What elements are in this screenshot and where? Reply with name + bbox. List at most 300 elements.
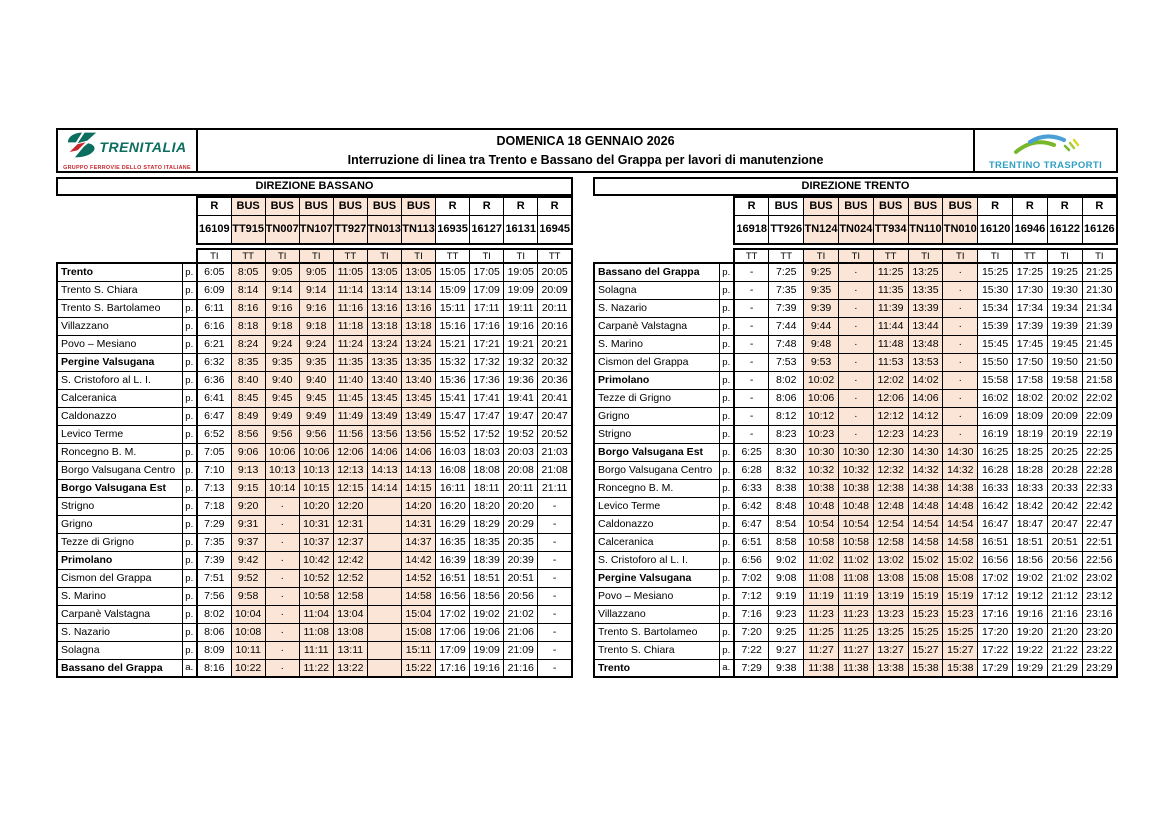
time-cell: 8:30 (769, 443, 804, 461)
time-cell: 9:24 (299, 335, 333, 353)
station-cell: Trento (57, 263, 182, 281)
time-cell: 13:14 (367, 281, 401, 299)
stop-type-cell: p. (719, 533, 734, 551)
time-cell: · (943, 335, 978, 353)
stop-type-cell: p. (182, 605, 197, 623)
service-type-cell: R (1082, 197, 1117, 215)
time-cell: 13:39 (908, 299, 943, 317)
time-cell: 15:25 (908, 623, 943, 641)
time-cell: 20:36 (538, 371, 572, 389)
station-cell: Villazzano (57, 317, 182, 335)
table-row (594, 299, 1117, 317)
time-cell: 16:47 (978, 515, 1013, 533)
time-cell: - (734, 281, 769, 299)
table-row (57, 497, 572, 515)
time-cell: 19:29 (1013, 659, 1048, 677)
time-cell: 6:47 (197, 407, 231, 425)
station-cell: Cismon del Grappa (594, 353, 719, 371)
time-cell: 15:05 (436, 263, 470, 281)
stop-type-cell: a. (719, 659, 734, 677)
time-cell: 19:39 (1047, 317, 1082, 335)
time-cell: · (265, 659, 299, 677)
time-cell: 17:09 (436, 641, 470, 659)
time-cell: 20:56 (504, 587, 538, 605)
service-type-cell: BUS (804, 197, 839, 215)
time-cell: 17:58 (1013, 371, 1048, 389)
station-cell: Bassano del Grappa (594, 263, 719, 281)
time-cell: 11:35 (873, 281, 908, 299)
time-cell: · (265, 551, 299, 569)
time-cell: 20:51 (504, 569, 538, 587)
operator-cell: TI (804, 249, 839, 262)
time-cell: 7:12 (734, 587, 769, 605)
time-cell: · (838, 335, 873, 353)
time-cell: 22:51 (1082, 533, 1117, 551)
time-cell: 12:23 (873, 425, 908, 443)
time-cell: 13:35 (908, 281, 943, 299)
train-number-cell: TN007 (265, 215, 299, 244)
time-cell: 12:54 (873, 515, 908, 533)
time-cell: 21:45 (1082, 335, 1117, 353)
service-type-cell: BUS (769, 197, 804, 215)
time-cell: 15:23 (908, 605, 943, 623)
time-cell: 6:56 (734, 551, 769, 569)
time-cell: 21:34 (1082, 299, 1117, 317)
time-cell: 9:49 (299, 407, 333, 425)
time-cell: 17:02 (436, 605, 470, 623)
service-type-cell: BUS (908, 197, 943, 215)
station-cell: S. Marino (57, 587, 182, 605)
stop-type-cell: p. (719, 353, 734, 371)
time-cell: 11:25 (804, 623, 839, 641)
time-cell: 6:52 (197, 425, 231, 443)
time-cell: 13:16 (401, 299, 435, 317)
operator-cell: TT (333, 249, 367, 262)
time-cell: 14:31 (401, 515, 435, 533)
time-cell: 17:39 (1013, 317, 1048, 335)
time-cell: 11:49 (333, 407, 367, 425)
stop-type-cell: p. (719, 551, 734, 569)
service-type-cell: BUS (367, 197, 401, 215)
time-cell: 14:58 (943, 533, 978, 551)
time-cell: 16:42 (978, 497, 1013, 515)
time-cell: 15:34 (978, 299, 1013, 317)
time-cell: · (943, 371, 978, 389)
time-cell: 17:16 (470, 317, 504, 335)
table-row (594, 335, 1117, 353)
time-cell: 19:50 (1047, 353, 1082, 371)
time-cell: 8:02 (769, 371, 804, 389)
time-cell: 13:35 (367, 353, 401, 371)
time-cell: 14:48 (908, 497, 943, 515)
operator-cell: TT (538, 249, 572, 262)
time-cell: 15:08 (908, 569, 943, 587)
time-cell: 8:06 (769, 389, 804, 407)
time-cell: · (265, 605, 299, 623)
stop-type-cell: p. (719, 497, 734, 515)
station-cell: Trento S. Bartolameo (594, 623, 719, 641)
time-cell: 13:49 (367, 407, 401, 425)
train-number-cell: 16120 (978, 215, 1013, 244)
time-cell (367, 497, 401, 515)
train-number-cell: 16131 (504, 215, 538, 244)
time-cell: 7:44 (769, 317, 804, 335)
time-cell: · (838, 425, 873, 443)
time-cell: 20:02 (1047, 389, 1082, 407)
trenitalia-wordmark: TRENITALIA (99, 139, 187, 155)
time-cell: · (943, 281, 978, 299)
time-cell: 12:30 (873, 443, 908, 461)
station-cell: Primolano (594, 371, 719, 389)
time-cell: 6:32 (197, 353, 231, 371)
stop-type-cell: p. (182, 299, 197, 317)
time-cell: 22:09 (1082, 407, 1117, 425)
time-cell: 18:19 (1013, 425, 1048, 443)
table-row (57, 515, 572, 533)
time-cell: - (734, 299, 769, 317)
time-cell: 12:42 (333, 551, 367, 569)
time-cell: 11:08 (299, 623, 333, 641)
operator-row (197, 249, 572, 262)
time-cell: 11:22 (299, 659, 333, 677)
time-cell: 9:06 (231, 443, 265, 461)
time-cell: 13:25 (873, 623, 908, 641)
train-number-cell: TN124 (804, 215, 839, 244)
operator-cell: TI (1082, 249, 1117, 262)
station-cell: Calceranica (57, 389, 182, 407)
time-cell: 16:25 (978, 443, 1013, 461)
stop-type-cell: p. (719, 515, 734, 533)
time-cell: 11:39 (873, 299, 908, 317)
time-cell: 21:03 (538, 443, 572, 461)
time-cell: 23:16 (1082, 605, 1117, 623)
time-cell: 12:02 (873, 371, 908, 389)
time-cell: 9:27 (769, 641, 804, 659)
time-cell: 15:11 (436, 299, 470, 317)
table-row (594, 605, 1117, 623)
time-cell: 17:29 (978, 659, 1013, 677)
time-cell: 9:49 (265, 407, 299, 425)
time-cell: 18:56 (1013, 551, 1048, 569)
stop-type-cell: p. (182, 641, 197, 659)
stop-type-cell: p. (719, 425, 734, 443)
time-cell: · (943, 317, 978, 335)
stop-type-cell: p. (182, 425, 197, 443)
time-cell: · (838, 407, 873, 425)
table-row (57, 389, 572, 407)
time-cell: 20:51 (1047, 533, 1082, 551)
time-cell: 9:45 (299, 389, 333, 407)
time-cell: 17:20 (978, 623, 1013, 641)
timetable-direzione-bassano (56, 177, 573, 678)
time-cell: 6:47 (734, 515, 769, 533)
time-cell: 6:33 (734, 479, 769, 497)
time-cell: 19:11 (504, 299, 538, 317)
station-cell: Villazzano (594, 605, 719, 623)
station-cell: Roncegno B. M. (594, 479, 719, 497)
time-cell: - (734, 407, 769, 425)
operator-cell: TT (769, 249, 804, 262)
time-cell: - (734, 317, 769, 335)
time-cell: 16:56 (978, 551, 1013, 569)
stop-type-cell: p. (182, 497, 197, 515)
time-cell: 19:30 (1047, 281, 1082, 299)
time-cell: 19:20 (1013, 623, 1048, 641)
operator-cell: TT (1013, 249, 1048, 262)
time-cell: 16:03 (436, 443, 470, 461)
time-cell: · (265, 641, 299, 659)
table-row (57, 533, 572, 551)
time-cell: 14:14 (367, 479, 401, 497)
time-cell: 17:16 (978, 605, 1013, 623)
time-cell: 20:39 (504, 551, 538, 569)
time-cell: - (734, 353, 769, 371)
time-cell: 15:32 (436, 353, 470, 371)
time-cell: 17:52 (470, 425, 504, 443)
time-cell: 19:45 (1047, 335, 1082, 353)
station-cell: Cismon del Grappa (57, 569, 182, 587)
time-cell: 20:52 (538, 425, 572, 443)
time-cell: 19:02 (470, 605, 504, 623)
time-cell: 18:33 (1013, 479, 1048, 497)
time-cell: 10:37 (299, 533, 333, 551)
time-cell: 14:52 (401, 569, 435, 587)
time-cell: 17:41 (470, 389, 504, 407)
time-cell: 14:02 (908, 371, 943, 389)
station-cell: S. Cristoforo al L. I. (57, 371, 182, 389)
time-cell: 22:28 (1082, 461, 1117, 479)
time-cell: 13:05 (401, 263, 435, 281)
time-cell: 20:33 (1047, 479, 1082, 497)
time-cell: 10:02 (804, 371, 839, 389)
time-cell: 20:11 (538, 299, 572, 317)
time-cell: 21:08 (538, 461, 572, 479)
time-cell: 16:56 (436, 587, 470, 605)
stop-type-cell: p. (182, 317, 197, 335)
time-cell: 20:29 (504, 515, 538, 533)
trenitalia-logo (58, 130, 198, 171)
operator-cell: TT (436, 249, 470, 262)
time-cell: - (538, 623, 572, 641)
table-row (594, 587, 1117, 605)
time-cell: 14:58 (401, 587, 435, 605)
time-cell: 17:45 (1013, 335, 1048, 353)
time-cell: 20:25 (1047, 443, 1082, 461)
time-cell: 20:08 (504, 461, 538, 479)
time-cell: 10:30 (804, 443, 839, 461)
table-row (594, 659, 1117, 677)
table-row (594, 371, 1117, 389)
time-cell: 21:30 (1082, 281, 1117, 299)
content (56, 128, 1118, 678)
time-cell: 22:42 (1082, 497, 1117, 515)
time-cell: 11:19 (804, 587, 839, 605)
time-cell: 7:51 (197, 569, 231, 587)
train-number-cell: 16945 (538, 215, 572, 244)
time-cell: 12:37 (333, 533, 367, 551)
time-cell: · (838, 353, 873, 371)
trenitalia-fs-icon (67, 131, 97, 164)
time-cell: 20:09 (1047, 407, 1082, 425)
station-cell: Pergine Valsugana (57, 353, 182, 371)
time-cell: 17:09 (470, 281, 504, 299)
table-row (594, 461, 1117, 479)
time-cell: 21:11 (538, 479, 572, 497)
time-cell: 12:06 (333, 443, 367, 461)
time-cell: 6:21 (197, 335, 231, 353)
operator-cell: TI (299, 249, 333, 262)
train-number-cell: 16946 (1013, 215, 1048, 244)
time-cell: 15:23 (943, 605, 978, 623)
time-cell: 6:51 (734, 533, 769, 551)
time-cell (367, 533, 401, 551)
time-cell: 8:18 (231, 317, 265, 335)
time-cell: 15:19 (908, 587, 943, 605)
time-cell: 12:52 (333, 569, 367, 587)
time-cell (367, 659, 401, 677)
stop-type-cell: p. (719, 479, 734, 497)
service-type-cell: BUS (838, 197, 873, 215)
time-cell: 10:14 (265, 479, 299, 497)
time-cell: 18:35 (470, 533, 504, 551)
time-cell: 15:27 (943, 641, 978, 659)
time-cell: 21:12 (1047, 587, 1082, 605)
time-cell: 17:02 (978, 569, 1013, 587)
service-type-cell: R (734, 197, 769, 215)
time-cell: - (734, 389, 769, 407)
time-cell: 18:51 (470, 569, 504, 587)
time-cell: 9:31 (231, 515, 265, 533)
time-cell: 21:58 (1082, 371, 1117, 389)
time-cell: 7:22 (734, 641, 769, 659)
time-cell: 8:02 (197, 605, 231, 623)
time-cell: 13:16 (367, 299, 401, 317)
time-cell: - (734, 263, 769, 281)
time-cell: 20:47 (1047, 515, 1082, 533)
time-cell: 17:30 (1013, 281, 1048, 299)
operator-table (733, 248, 1118, 262)
table-row (57, 479, 572, 497)
train-number-cell: TN024 (838, 215, 873, 244)
time-cell: 14:42 (401, 551, 435, 569)
time-cell: 16:02 (978, 389, 1013, 407)
time-cell: 7:20 (734, 623, 769, 641)
time-cell: 21:02 (504, 605, 538, 623)
time-cell: 6:25 (734, 443, 769, 461)
service-type-cell: BUS (299, 197, 333, 215)
time-cell: 12:31 (333, 515, 367, 533)
stop-type-cell: p. (182, 335, 197, 353)
table-row (594, 515, 1117, 533)
table-row (594, 389, 1117, 407)
operator-cell: TI (1047, 249, 1082, 262)
stop-type-cell: p. (719, 317, 734, 335)
time-cell: 11:35 (333, 353, 367, 371)
time-cell: 9:52 (231, 569, 265, 587)
table-row (594, 353, 1117, 371)
stop-type-cell: p. (719, 299, 734, 317)
time-cell: 14:32 (908, 461, 943, 479)
time-cell: 11:44 (873, 317, 908, 335)
station-cell: S. Marino (594, 335, 719, 353)
stop-type-cell: p. (182, 515, 197, 533)
time-cell: 15:36 (436, 371, 470, 389)
time-cell: 13:38 (873, 659, 908, 677)
time-cell: 17:05 (470, 263, 504, 281)
time-cell: 14:13 (401, 461, 435, 479)
operator-cell: TT (231, 249, 265, 262)
stop-type-cell: p. (719, 605, 734, 623)
time-cell: 22:56 (1082, 551, 1117, 569)
time-cell: 18:11 (470, 479, 504, 497)
time-cell: 19:52 (504, 425, 538, 443)
time-cell: 11:48 (873, 335, 908, 353)
time-cell: · (838, 389, 873, 407)
station-cell: Levico Terme (594, 497, 719, 515)
train-number-cell: 16127 (470, 215, 504, 244)
time-cell: 11:04 (299, 605, 333, 623)
time-cell: · (265, 569, 299, 587)
time-cell: 11:40 (333, 371, 367, 389)
time-cell: 13:14 (401, 281, 435, 299)
time-cell: 10:31 (299, 515, 333, 533)
time-cell: - (734, 371, 769, 389)
operator-cell: TI (908, 249, 943, 262)
stop-type-cell: p. (719, 461, 734, 479)
time-cell: 12:15 (333, 479, 367, 497)
time-cell: 10:38 (838, 479, 873, 497)
time-cell: 14:48 (943, 497, 978, 515)
stop-type-cell: p. (182, 263, 197, 281)
time-cell: 21:25 (1082, 263, 1117, 281)
time-cell: 9:15 (231, 479, 265, 497)
time-cell: 12:32 (873, 461, 908, 479)
time-cell: 16:33 (978, 479, 1013, 497)
table-row (57, 263, 572, 281)
station-cell: Caldonazzo (594, 515, 719, 533)
time-cell: 17:50 (1013, 353, 1048, 371)
time-cell: 11:08 (804, 569, 839, 587)
time-cell: 13:08 (333, 623, 367, 641)
time-cell: 23:22 (1082, 641, 1117, 659)
time-cell: 18:25 (1013, 443, 1048, 461)
time-cell: 14:54 (908, 515, 943, 533)
operator-cell: TI (978, 249, 1013, 262)
time-cell: 8:23 (769, 425, 804, 443)
time-cell: 7:25 (769, 263, 804, 281)
time-cell: 11:14 (333, 281, 367, 299)
time-cell: 9:14 (299, 281, 333, 299)
time-cell: 21:22 (1047, 641, 1082, 659)
table-row (57, 659, 572, 677)
time-cell: 8:12 (769, 407, 804, 425)
time-cell: - (538, 587, 572, 605)
time-cell: - (538, 515, 572, 533)
time-cell: 9:25 (804, 263, 839, 281)
time-cell: 13:18 (401, 317, 435, 335)
station-cell: Grigno (57, 515, 182, 533)
time-cell: 10:32 (838, 461, 873, 479)
time-cell: 16:29 (436, 515, 470, 533)
time-cell: 19:05 (504, 263, 538, 281)
time-cell: 9:35 (299, 353, 333, 371)
station-cell: Tezze di Grigno (57, 533, 182, 551)
time-cell: · (838, 263, 873, 281)
time-cell: 13:11 (333, 641, 367, 659)
time-cell: 7:10 (197, 461, 231, 479)
time-cell: · (943, 389, 978, 407)
operator-cell: TI (943, 249, 978, 262)
